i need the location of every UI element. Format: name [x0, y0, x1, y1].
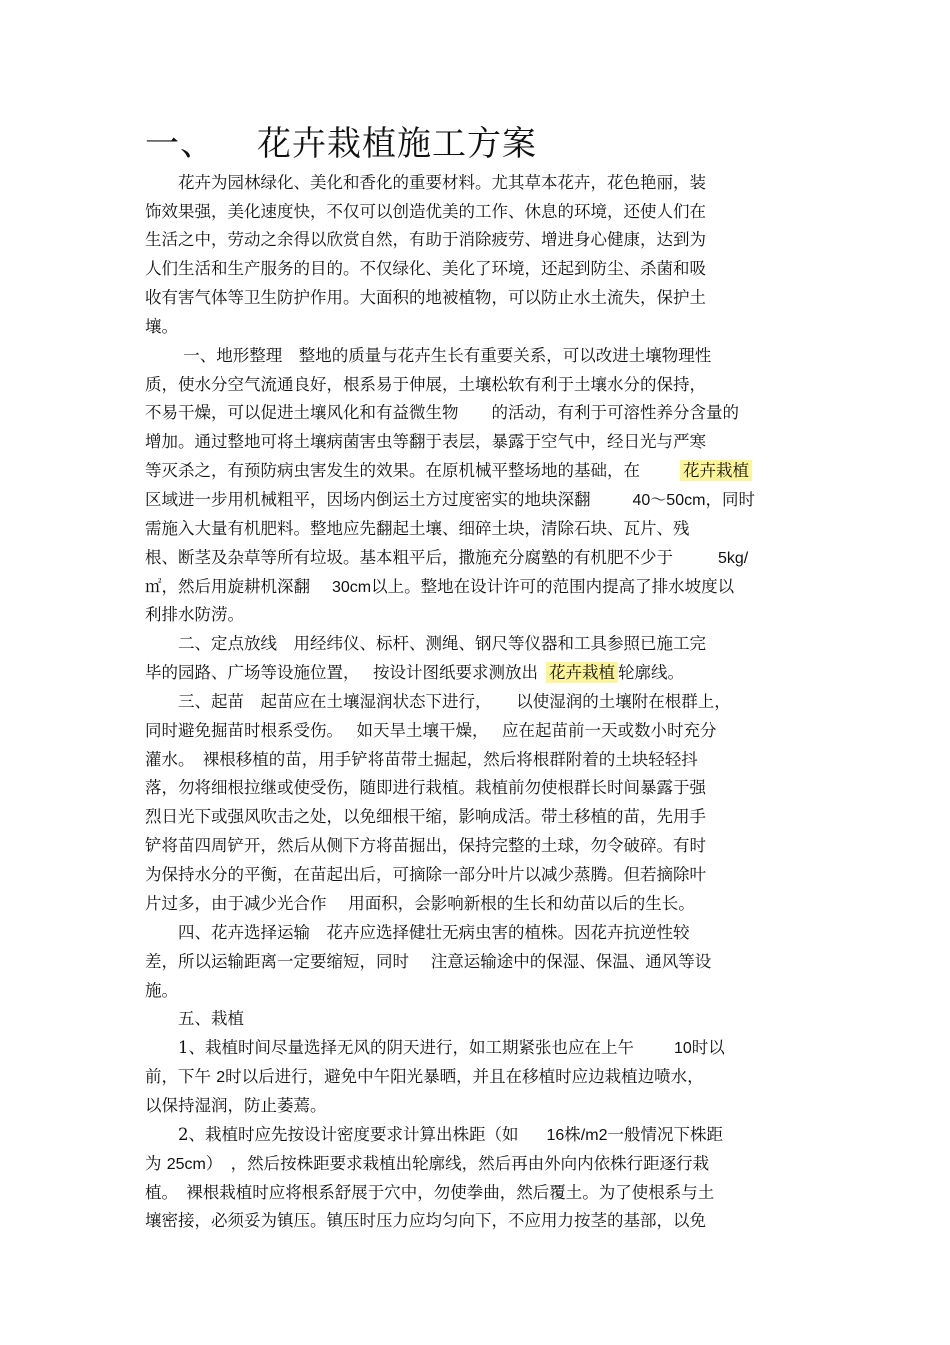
text-line [145, 1124, 723, 1147]
text-line: 五、栽植 [145, 1009, 244, 1028]
text-line [145, 1037, 725, 1060]
section-number: 一、 [145, 124, 215, 164]
text-run: 以上。整地在设计许可的范围内提高了排水坡度以 [371, 577, 735, 596]
text-run: 一般情况下株距 [607, 1125, 723, 1144]
measure-value: 30cm [332, 579, 372, 596]
text-line: 施。 [145, 981, 178, 1000]
text-line: 饰效果强，美化速度快，不仅可以创造优美的工作、休息的环境，还使人们在 [145, 202, 706, 221]
text-line: 收有害气体等卫生防护作用。大面积的地被植物，可以防止水土流失，保护土 [145, 288, 706, 307]
text-run: ㎡，然后用旋耕机深翻 [145, 577, 310, 596]
measure-value: 10 [674, 1040, 692, 1057]
section-title-text: 花卉栽植施工方案 [257, 124, 537, 164]
text-run: 等灭杀之，有预防病虫害发生的效果。在原机械平整场地的基础，在 [145, 461, 640, 480]
text-line: 三、起苗 起苗应在土壤湿润状态下进行， 以使湿润的土壤附在根群上， [145, 692, 731, 711]
text-line: 四、花卉选择运输 花卉应选择健壮无病虫害的植株。因花卉抗逆性较 [145, 923, 690, 942]
text-line: 花卉为园林绿化、美化和香化的重要材料。尤其草本花卉，花色艳丽，装 [145, 173, 706, 192]
text-run: 时以后进行，避免中午阳光暴晒，并且在移植时应边栽植边喷水， [225, 1067, 704, 1086]
text-line: 烈日光下或强风吹击之处，以免细根干缩，影响成活。带土移植的苗，先用手 [145, 807, 706, 826]
text-line [145, 1066, 704, 1089]
text-line: 灌水。 裸根移植的苗，用手铲将苗带土掘起，然后将根群附着的土块轻轻抖 [145, 750, 698, 769]
text-run: 轮廓线。 [618, 663, 684, 682]
text-line: 植。 裸根栽植时应将根系舒展于穴中，勿使拳曲，然后覆土。为了使根系与土 [145, 1183, 715, 1202]
text-line [145, 460, 752, 482]
text-line: 生活之中，劳动之余得以欣赏自然，有助于消除疲劳、增进身心健康，达到为 [145, 230, 706, 249]
text-line [145, 662, 684, 684]
text-line: 增加。通过整地可将土壤病菌害虫等翻于表层，暴露于空气中，经日光与严寒 [145, 432, 706, 451]
text-run: 为 [145, 1154, 167, 1173]
section-title [145, 120, 537, 168]
text-line: 需施入大量有机肥料。整地应先翻起土壤、细碎土块，清除石块、瓦片、残 [145, 519, 690, 538]
text-line [145, 489, 755, 512]
text-run: 根、断茎及杂草等所有垃圾。基本粗平后，撒施充分腐塾的有机肥不少于 [145, 548, 673, 567]
text-line [145, 1153, 709, 1176]
text-line: 壤密接，必须妥为镇压。镇压时压力应均匀向下，不应用力按茎的基部，以免 [145, 1211, 706, 1230]
text-run: 株 [564, 1125, 581, 1144]
text-run: 1、栽植时间尽量选择无风的阴天进行，如工期紧张也应在上午 [145, 1038, 634, 1057]
text-line: 铲将苗四周铲开，然后从侧下方将苗掘出，保持完整的土球，勿令破碎。有时 [145, 836, 706, 855]
measure-unit: /m2 [580, 1127, 608, 1144]
text-line: 壤。 [145, 317, 178, 336]
text-line: 利排水防涝。 [145, 605, 244, 624]
measure-value: 40～50cm [632, 492, 706, 509]
text-line [145, 576, 734, 599]
highlighted-term: 花卉栽植 [680, 460, 752, 481]
text-run: 2、栽植时应先按设计密度要求计算出株距（如 [145, 1125, 519, 1144]
text-run: 时以 [691, 1038, 725, 1057]
text-run: 毕的园路、广场等设施位置， 按设计图纸要求测放出 [145, 663, 538, 682]
text-line: 同时避免掘苗时根系受伤。 如天旱土壤干燥， 应在起苗前一天或数小时充分 [145, 721, 717, 740]
text-line: 不易干燥，可以促进土壤风化和有益微生物 的活动，有利于可溶性养分含量的 [145, 403, 739, 422]
measure-value: 5kg/ [718, 550, 749, 567]
text-line: 一、地形整理 整地的质量与花卉生长有重要关系，可以改进土壤物理性 [145, 346, 712, 365]
text-run: 前，下午 [145, 1067, 217, 1086]
text-line: 人们生活和生产服务的目的。不仅绿化、美化了环境，还起到防尘、杀菌和吸 [145, 259, 706, 278]
text-line: 差，所以运输距离一定要缩短，同时 注意运输途中的保湿、保温、通风等设 [145, 952, 712, 971]
text-line: 以保持湿润，防止萎蔫。 [145, 1096, 327, 1115]
measure-value: 25cm [166, 1156, 206, 1173]
highlighted-term: 花卉栽植 [546, 662, 618, 683]
text-run: ，同时 [705, 490, 755, 509]
measure-value: 2 [216, 1069, 226, 1086]
measure-value: 16 [546, 1127, 565, 1144]
text-line: 落，勿将细根拉继或使受伤，随即进行栽植。栽植前勿使根群长时间暴露于强 [145, 778, 706, 797]
text-line [145, 547, 748, 570]
text-line: 质，使水分空气流通良好，根系易于伸展，土壤松软有利于土壤水分的保持， [145, 375, 706, 394]
text-line: 二、定点放线 用经纬仪、标杆、测绳、钢尺等仪器和工具参照已施工完 [145, 634, 706, 653]
text-line: 为保持水分的平衡，在苗起出后，可摘除一部分叶片以减少蒸腾。但若摘除叶 [145, 865, 706, 884]
text-run: 区域进一步用机械粗平，因场内倒运土方过度密实的地块深翻 [145, 490, 591, 509]
text-run: ） ，然后按株距要求栽植出轮廓线，然后再由外向内依株行距逐行栽 [205, 1154, 710, 1173]
text-line: 片过多，由于减少光合作 用面积，会影响新根的生长和幼苗以后的生长。 [145, 894, 695, 913]
